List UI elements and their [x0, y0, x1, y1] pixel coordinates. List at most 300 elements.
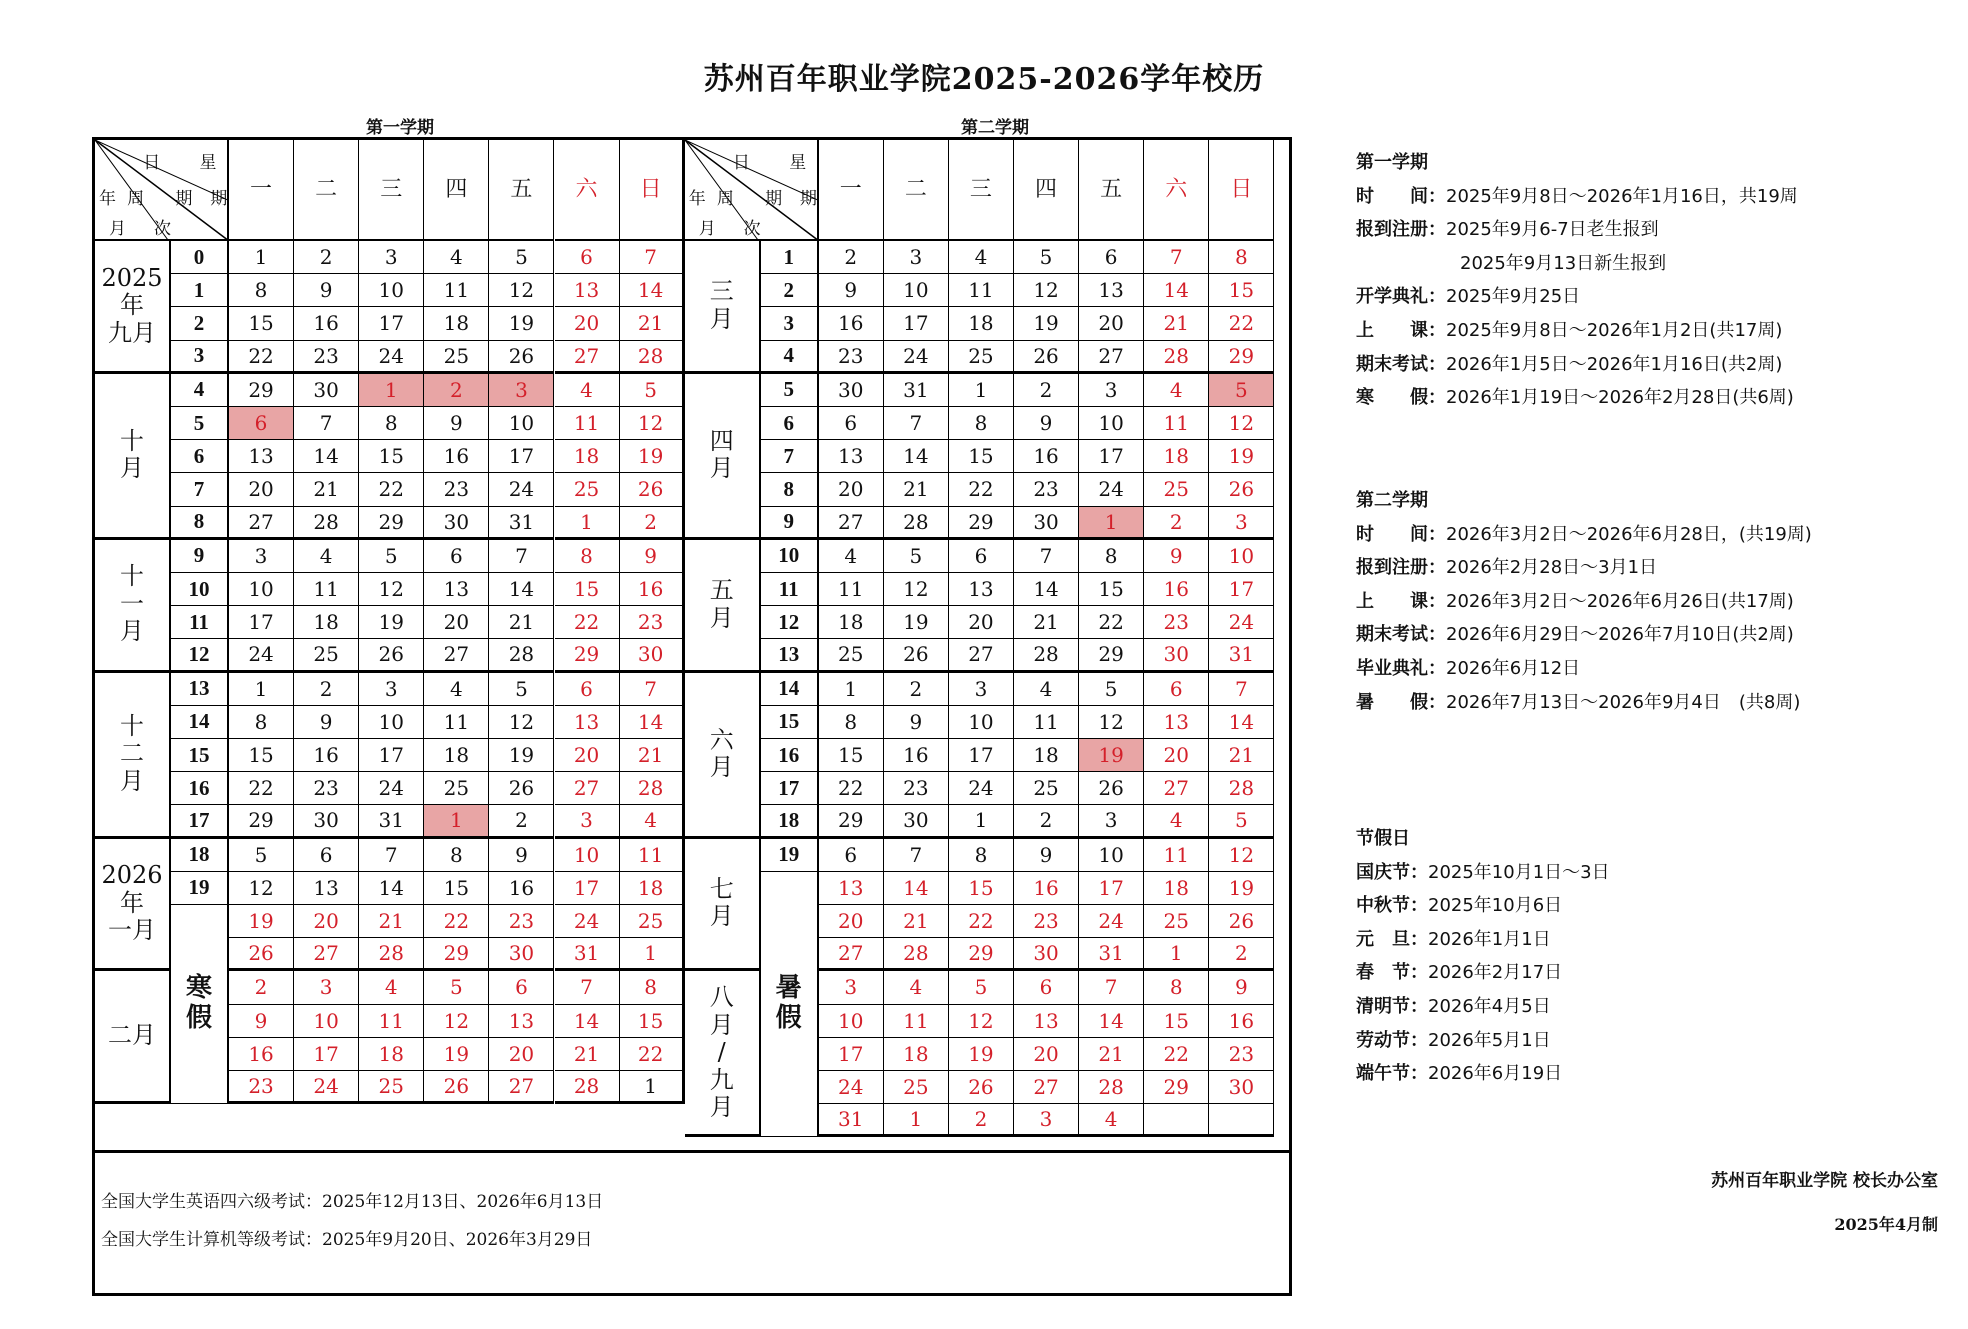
- day-cell: 2: [819, 241, 884, 274]
- day-cell: 31: [1079, 938, 1144, 971]
- day-cell: 2: [1014, 805, 1079, 838]
- day-cell: 28: [555, 1071, 620, 1104]
- day-cell: 12: [229, 872, 294, 905]
- week-number: 13: [761, 639, 819, 672]
- day-cell: 28: [1144, 341, 1209, 374]
- s2-info-line-key: 毕业典礼：: [1356, 658, 1446, 679]
- day-cell: 24: [1079, 905, 1144, 938]
- day-cell: 20: [1144, 739, 1209, 772]
- day-cell: 28: [1079, 1071, 1144, 1104]
- week-number: 1: [761, 241, 819, 274]
- day-cell: 1: [229, 241, 294, 274]
- month-label: [95, 241, 171, 374]
- month-label-line: 2026: [101, 861, 163, 890]
- day-cell: 15: [819, 739, 884, 772]
- s1-info-line-key: 寒 假：: [1356, 387, 1446, 409]
- day-cell: 22: [1209, 307, 1274, 340]
- day-cell: 21: [884, 905, 949, 938]
- corner-label-month: 月: [109, 219, 126, 239]
- weekday-header: 五: [1079, 140, 1144, 241]
- day-cell: 19: [620, 440, 685, 473]
- day-cell: 16: [1144, 573, 1209, 606]
- day-cell: 20: [1014, 1038, 1079, 1071]
- day-cell: 12: [1079, 706, 1144, 739]
- day-cell: 17: [359, 739, 424, 772]
- day-cell: 7: [489, 540, 554, 573]
- day-cell: 6: [229, 407, 294, 440]
- holiday-line: [1356, 992, 1551, 1018]
- day-cell: 3: [359, 673, 424, 706]
- day-cell: 8: [229, 274, 294, 307]
- day-cell: 31: [819, 1104, 884, 1137]
- day-cell: 30: [884, 805, 949, 838]
- vacation-label-line: 暑: [775, 973, 802, 1004]
- day-cell: 1: [884, 1104, 949, 1137]
- day-cell: 13: [1079, 274, 1144, 307]
- day-cell: 29: [555, 639, 620, 672]
- week-number: 6: [761, 407, 819, 440]
- day-cell: 4: [424, 241, 489, 274]
- day-cell: 10: [819, 1005, 884, 1038]
- day-cell: 6: [294, 839, 359, 872]
- month-label: [95, 374, 171, 540]
- day-cell: 27: [819, 507, 884, 540]
- s2-info-line-value: 2026年2月28日～3月1日: [1446, 557, 1658, 579]
- day-cell: 1: [555, 507, 620, 540]
- day-cell: 19: [489, 739, 554, 772]
- day-cell: 11: [424, 706, 489, 739]
- month-label-line: 九月: [108, 318, 156, 347]
- day-cell: 17: [359, 307, 424, 340]
- day-cell: 30: [1014, 507, 1079, 540]
- s1-info-line: [1356, 249, 1666, 275]
- s2-info-line-key: 报到注册：: [1356, 557, 1446, 579]
- day-cell: 5: [949, 971, 1014, 1004]
- holiday-line-key: 端午节：: [1356, 1063, 1428, 1085]
- day-cell: 10: [1079, 839, 1144, 872]
- day-cell: 12: [489, 706, 554, 739]
- s2-info-line-key: 上 课：: [1356, 590, 1446, 612]
- day-cell: 8: [229, 706, 294, 739]
- holiday-line-value: 2026年5月1日: [1428, 1029, 1551, 1051]
- header-corner-1: [95, 140, 229, 241]
- day-cell: 10: [1079, 407, 1144, 440]
- day-cell: 12: [1014, 274, 1079, 307]
- day-cell: 12: [884, 573, 949, 606]
- day-cell: 1: [949, 805, 1014, 838]
- day-cell: 9: [620, 540, 685, 573]
- day-cell: 1: [1079, 507, 1144, 540]
- month-label: [685, 971, 761, 1137]
- day-cell: 11: [555, 407, 620, 440]
- day-cell: 22: [819, 772, 884, 805]
- day-cell: 20: [294, 905, 359, 938]
- day-cell: 7: [1209, 673, 1274, 706]
- day-cell: 13: [229, 440, 294, 473]
- day-cell: 5: [229, 839, 294, 872]
- holiday-line: [1356, 858, 1610, 884]
- day-cell: 6: [1144, 673, 1209, 706]
- day-cell: 24: [1079, 473, 1144, 506]
- day-cell: 28: [1014, 639, 1079, 672]
- week-number: 15: [761, 706, 819, 739]
- day-cell: 28: [1209, 772, 1274, 805]
- day-cell: 3: [819, 971, 884, 1004]
- day-cell: 14: [620, 274, 685, 307]
- day-cell: 8: [819, 706, 884, 739]
- day-cell: 18: [949, 307, 1014, 340]
- month-label-line: 十: [120, 562, 144, 591]
- corner-label-qi: 期: [175, 189, 193, 209]
- day-cell: 1: [819, 673, 884, 706]
- day-cell: 21: [1209, 739, 1274, 772]
- week-number: 11: [761, 573, 819, 606]
- semester-1-title: 第一学期: [1356, 152, 1428, 173]
- month-label: [685, 374, 761, 540]
- corner-label-qi: 期: [765, 189, 783, 209]
- day-cell: 26: [489, 341, 554, 374]
- day-cell: 3: [884, 241, 949, 274]
- day-cell: 9: [884, 706, 949, 739]
- day-cell: 23: [294, 772, 359, 805]
- day-cell: 18: [1144, 440, 1209, 473]
- day-cell: 21: [1144, 307, 1209, 340]
- week-number: 10: [171, 573, 229, 606]
- day-cell: 4: [359, 971, 424, 1004]
- day-cell: 25: [424, 341, 489, 374]
- s2-info-line: [1356, 553, 1657, 579]
- s1-info-line: [1356, 350, 1782, 376]
- day-cell: 21: [1079, 1038, 1144, 1071]
- day-cell: 18: [620, 872, 685, 905]
- day-cell: [1209, 1104, 1274, 1137]
- day-cell: 6: [1014, 971, 1079, 1004]
- month-label-line: 年: [120, 888, 144, 917]
- day-cell: 24: [229, 639, 294, 672]
- day-cell: 3: [949, 673, 1014, 706]
- week-number: 16: [171, 772, 229, 805]
- week-number: 6: [171, 440, 229, 473]
- month-label-line: 六: [709, 725, 734, 754]
- month-label-line: 一月: [108, 916, 156, 945]
- month-label-line: 月: [709, 753, 734, 782]
- day-cell: 16: [1014, 440, 1079, 473]
- week-number: 3: [761, 307, 819, 340]
- note-ncre: 全国大学生计算机等级考试：2025年9月20日、2026年3月29日: [101, 1230, 593, 1250]
- week-number: 15: [171, 739, 229, 772]
- day-cell: 28: [294, 507, 359, 540]
- day-cell: 7: [555, 971, 620, 1004]
- day-cell: 18: [294, 606, 359, 639]
- day-cell: 3: [555, 805, 620, 838]
- day-cell: 29: [359, 507, 424, 540]
- day-cell: 23: [1144, 606, 1209, 639]
- day-cell: 12: [1209, 407, 1274, 440]
- month-label-line: 月: [709, 902, 734, 931]
- day-cell: 21: [555, 1038, 620, 1071]
- month-label-line: 二: [120, 739, 144, 768]
- day-cell: 10: [359, 706, 424, 739]
- month-label-line: 月: [709, 1093, 734, 1122]
- day-cell: 23: [424, 473, 489, 506]
- week-number: 0: [171, 241, 229, 274]
- s2-info-line-value: 2026年7月13日～2026年9月4日 (共8周): [1446, 691, 1801, 713]
- day-cell: 25: [949, 341, 1014, 374]
- day-cell: 16: [229, 1038, 294, 1071]
- day-cell: 6: [1079, 241, 1144, 274]
- day-cell: 1: [229, 673, 294, 706]
- day-cell: 31: [1209, 639, 1274, 672]
- day-cell: 28: [884, 938, 949, 971]
- day-cell: 7: [1079, 971, 1144, 1004]
- day-cell: 29: [229, 805, 294, 838]
- day-cell: 6: [819, 839, 884, 872]
- day-cell: 27: [1079, 341, 1144, 374]
- day-cell: 23: [489, 905, 554, 938]
- day-cell: 11: [1144, 407, 1209, 440]
- week-number: 4: [761, 341, 819, 374]
- day-cell: 30: [1014, 938, 1079, 971]
- day-cell: 14: [294, 440, 359, 473]
- day-cell: 15: [229, 307, 294, 340]
- day-cell: 3: [489, 374, 554, 407]
- day-cell: 14: [1079, 1005, 1144, 1038]
- day-cell: 22: [620, 1038, 685, 1071]
- day-cell: 22: [1079, 606, 1144, 639]
- s2-info-line-key: 期末考试：: [1356, 624, 1446, 646]
- day-cell: 22: [555, 606, 620, 639]
- month-label-line: 月: [709, 304, 734, 333]
- month-label-line: 月: [709, 1010, 734, 1039]
- day-cell: 4: [1144, 805, 1209, 838]
- day-cell: 17: [1079, 872, 1144, 905]
- day-cell: 3: [229, 540, 294, 573]
- day-cell: 20: [424, 606, 489, 639]
- day-cell: 29: [424, 938, 489, 971]
- day-cell: 19: [359, 606, 424, 639]
- day-cell: 30: [819, 374, 884, 407]
- holiday-line: [1356, 958, 1562, 984]
- day-cell: 13: [819, 440, 884, 473]
- day-cell: 28: [489, 639, 554, 672]
- holiday-line-key: 劳动节：: [1356, 1029, 1428, 1051]
- day-cell: 26: [229, 938, 294, 971]
- day-cell: 18: [884, 1038, 949, 1071]
- day-cell: 13: [555, 274, 620, 307]
- day-cell: 30: [294, 805, 359, 838]
- day-cell: 17: [949, 739, 1014, 772]
- day-cell: 16: [620, 573, 685, 606]
- day-cell: 15: [620, 1005, 685, 1038]
- day-cell: 7: [884, 839, 949, 872]
- day-cell: 9: [424, 407, 489, 440]
- holiday-line-value: 2026年2月17日: [1428, 962, 1563, 984]
- header-corner-2: [685, 140, 819, 241]
- week-number: 1: [171, 274, 229, 307]
- day-cell: 22: [359, 473, 424, 506]
- s2-info-line-value: 2026年6月29日～2026年7月10日(共2周): [1446, 624, 1794, 646]
- day-cell: 29: [1144, 1071, 1209, 1104]
- day-cell: 15: [949, 872, 1014, 905]
- day-cell: 22: [949, 473, 1014, 506]
- week-number: 18: [171, 839, 229, 872]
- day-cell: 10: [359, 274, 424, 307]
- day-cell: 3: [1209, 507, 1274, 540]
- day-cell: 30: [1209, 1071, 1274, 1104]
- day-cell: 23: [620, 606, 685, 639]
- day-cell: 16: [819, 307, 884, 340]
- day-cell: 21: [884, 473, 949, 506]
- s1-info-line-key: 开学典礼：: [1356, 286, 1446, 308]
- month-label-line: 七: [709, 874, 734, 903]
- month-label-line: 九: [709, 1065, 734, 1094]
- day-cell: 8: [620, 971, 685, 1004]
- day-cell: 14: [1144, 274, 1209, 307]
- day-cell: 2: [884, 673, 949, 706]
- corner-label-week_day: 星: [789, 153, 807, 173]
- day-cell: 15: [1079, 573, 1144, 606]
- day-cell: 5: [489, 673, 554, 706]
- day-cell: 29: [819, 805, 884, 838]
- weekday-header: 一: [229, 140, 294, 241]
- day-cell: 13: [819, 872, 884, 905]
- week-number: 17: [171, 805, 229, 838]
- day-cell: 11: [819, 573, 884, 606]
- month-label: [685, 540, 761, 673]
- day-cell: 5: [620, 374, 685, 407]
- day-cell: 20: [489, 1038, 554, 1071]
- s1-info-line-key: 上 课：: [1356, 320, 1446, 341]
- week-number: 16: [761, 739, 819, 772]
- day-cell: 25: [555, 473, 620, 506]
- day-cell: 13: [424, 573, 489, 606]
- corner-label-ci: 次: [153, 219, 171, 239]
- day-cell: 9: [229, 1005, 294, 1038]
- day-cell: 17: [819, 1038, 884, 1071]
- week-number: 7: [171, 473, 229, 506]
- day-cell: 14: [555, 1005, 620, 1038]
- weekday-header: 四: [424, 140, 489, 241]
- day-cell: 11: [1014, 706, 1079, 739]
- day-cell: 24: [489, 473, 554, 506]
- day-cell: 14: [1014, 573, 1079, 606]
- day-cell: 24: [819, 1071, 884, 1104]
- day-cell: 19: [949, 1038, 1014, 1071]
- day-cell: 7: [1014, 540, 1079, 573]
- corner-label-week_day: 星: [199, 153, 217, 173]
- day-cell: 2: [1209, 938, 1274, 971]
- day-cell: 28: [620, 341, 685, 374]
- day-cell: 18: [555, 440, 620, 473]
- week-number: 19: [171, 872, 229, 905]
- day-cell: 29: [1209, 341, 1274, 374]
- month-label-line: 月: [120, 454, 144, 483]
- day-cell: 20: [1079, 307, 1144, 340]
- day-cell: 11: [424, 274, 489, 307]
- day-cell: 12: [620, 407, 685, 440]
- day-cell: 13: [1014, 1005, 1079, 1038]
- day-cell: 28: [620, 772, 685, 805]
- day-cell: 19: [884, 606, 949, 639]
- holiday-line-key: 春 节：: [1356, 962, 1428, 984]
- weekday-header: 六: [1144, 140, 1209, 241]
- s1-info-line-key: 期末考试：: [1356, 353, 1446, 375]
- day-cell: 27: [819, 938, 884, 971]
- day-cell: 13: [949, 573, 1014, 606]
- calendar-table: [92, 137, 1292, 1296]
- day-cell: 11: [620, 839, 685, 872]
- holiday-line-key: 国庆节：: [1356, 861, 1428, 883]
- month-label-line: 月: [709, 603, 734, 632]
- month-label-line: 五: [709, 576, 734, 605]
- day-cell: 18: [424, 739, 489, 772]
- s2-info-line: [1356, 654, 1580, 680]
- day-cell: 14: [884, 872, 949, 905]
- month-label-line: 一: [120, 589, 144, 618]
- day-cell: 2: [949, 1104, 1014, 1137]
- day-cell: 24: [359, 772, 424, 805]
- week-number: 19: [761, 839, 819, 872]
- semester-2-title: 第二学期: [1356, 490, 1428, 511]
- day-cell: 20: [229, 473, 294, 506]
- s2-info-line-key: 时 间：: [1356, 523, 1446, 545]
- vacation-label-line: 假: [775, 1003, 802, 1034]
- day-cell: 25: [884, 1071, 949, 1104]
- month-label-line: 月: [120, 617, 144, 646]
- day-cell: 2: [489, 805, 554, 838]
- day-cell: 20: [555, 739, 620, 772]
- office-label: 苏州百年职业学院 校长办公室: [1711, 1171, 1938, 1191]
- notes-box: [95, 1150, 1289, 1293]
- holiday-line: [1356, 1026, 1551, 1052]
- week-number: 3: [171, 341, 229, 374]
- week-number: 7: [761, 440, 819, 473]
- day-cell: 11: [294, 573, 359, 606]
- day-cell: 26: [1079, 772, 1144, 805]
- month-label-line: 十: [120, 426, 144, 455]
- vacation-label-line: 假: [185, 1003, 212, 1034]
- vacation-label: [171, 905, 229, 1104]
- week-number: 10: [761, 540, 819, 573]
- month-label-line: /: [717, 1038, 726, 1067]
- day-cell: 20: [949, 606, 1014, 639]
- weekday-header: 五: [489, 140, 554, 241]
- day-cell: 11: [359, 1005, 424, 1038]
- s1-info-line-value: 2025年9月8日～2026年1月16日，共19周: [1446, 185, 1798, 207]
- day-cell: 10: [949, 706, 1014, 739]
- day-cell: 6: [489, 971, 554, 1004]
- day-cell: 27: [294, 938, 359, 971]
- day-cell: 6: [555, 673, 620, 706]
- day-cell: 31: [884, 374, 949, 407]
- day-cell: 8: [424, 839, 489, 872]
- day-cell: 4: [620, 805, 685, 838]
- day-cell: 3: [359, 241, 424, 274]
- s2-info-line: [1356, 688, 1800, 714]
- weekday-header: 三: [359, 140, 424, 241]
- day-cell: 16: [1209, 1005, 1274, 1038]
- day-cell: 20: [819, 905, 884, 938]
- corner-label-qi2: 期: [799, 189, 817, 209]
- day-cell: 24: [555, 905, 620, 938]
- weekday-header: 三: [949, 140, 1014, 241]
- day-cell: 21: [1014, 606, 1079, 639]
- month-label: [95, 540, 171, 673]
- day-cell: 30: [294, 374, 359, 407]
- day-cell: 21: [620, 739, 685, 772]
- s2-info-line: [1356, 620, 1794, 646]
- s1-info-line-value: 2025年9月6-7日老生报到: [1446, 219, 1659, 241]
